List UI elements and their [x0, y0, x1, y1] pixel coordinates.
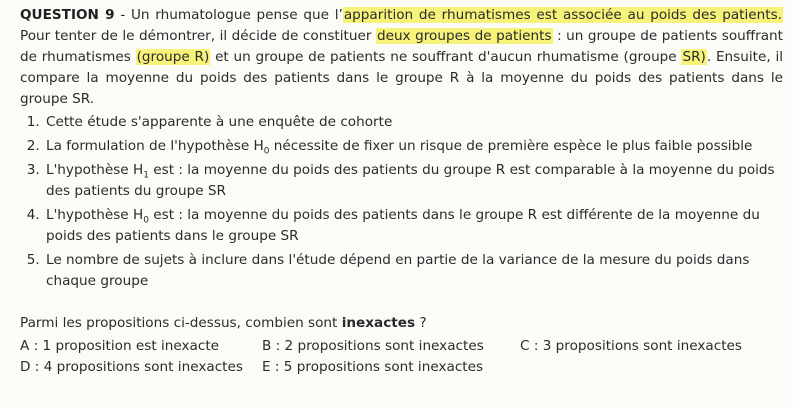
- proposition-3-subscript: 1: [143, 170, 149, 181]
- proposition-2-part-b: nécessite de fixer un risque de première espèce le plus faible possible: [269, 138, 753, 154]
- answer-a: A : 1 proposition est inexacte: [20, 338, 220, 354]
- proposition-4-part-b: est : la moyenne du poids des patients dans le groupe R est différente de la moyenne du poids des patients dans le groupe SR: [46, 207, 760, 244]
- answer-e: E : 5 propositions sont inexactes: [262, 359, 484, 375]
- proposition-2-text: [46, 136, 783, 157]
- proposition-2-part-a: La formulation de l'hypothèse H: [46, 138, 264, 154]
- prompt-bold: inexactes: [341, 315, 416, 331]
- proposition-5-text: 5. Le nombre de sujets à inclure dans l'étude dépend en partie de la variance de la mesure du poids dans chaque groupe: [46, 252, 750, 289]
- answer-prompt: [20, 313, 783, 334]
- proposition-2-subscript: 0: [263, 146, 270, 157]
- stem-text-1: Un rhumatologue pense que l’: [130, 7, 343, 23]
- stem-text-2: Pour tenter de le démontrer, il décide de constituer: [20, 28, 376, 44]
- proposition-3-part-a: L'hypothèse H: [46, 162, 144, 178]
- proposition-1: [44, 112, 783, 133]
- answer-b: B : 2 propositions sont inexactes: [262, 338, 484, 354]
- stem-text-4: et un groupe de patients ne souffrant d'aucun rhumatisme (groupe: [210, 49, 682, 65]
- answer-d: D : 4 propositions sont inexactes: [20, 359, 243, 375]
- proposition-4-part-a: L'hypothèse H: [46, 207, 144, 223]
- proposition-4-text: [46, 205, 783, 247]
- highlight-group-sr: SR): [682, 49, 706, 65]
- proposition-3-part-b: est : la moyenne du poids des patients du groupe R est comparable à la moyenne du poids des patients du groupe SR: [46, 162, 775, 199]
- answer-row-1: [20, 336, 783, 357]
- proposition-3: [44, 160, 783, 202]
- stem-text-3: : un groupe de patients souffrant de rhumatismes: [20, 28, 783, 65]
- highlight-association: apparition de rhumatismes est associée au poids des patients.: [343, 7, 782, 23]
- proposition-5: [44, 250, 783, 292]
- propositions-list: [20, 112, 783, 292]
- stem-text-5: . Ensuite, il compare la moyenne du poids des patients dans le groupe R à la moyenne du poids des patients dans le groupe SR.: [20, 49, 783, 107]
- prompt-text: Parmi les propositions ci-dessus, combien sont: [20, 315, 342, 331]
- proposition-1-text: 1. Cette étude s'apparente à une enquête de cohorte: [46, 114, 393, 130]
- question-stem: [20, 5, 783, 110]
- prompt-end: ?: [415, 315, 427, 331]
- proposition-2: [44, 136, 783, 157]
- highlight-group-r: (groupe R): [136, 49, 210, 65]
- question-label: QUESTION 9: [20, 7, 115, 23]
- proposition-3-text: [46, 160, 783, 202]
- proposition-4: [44, 205, 783, 247]
- answer-c: C : 3 propositions sont inexactes: [520, 338, 742, 354]
- question-label-sep: -: [114, 7, 131, 23]
- proposition-4-subscript: 0: [143, 215, 149, 226]
- answer-row-2: [20, 357, 783, 378]
- highlight-two-groups: deux groupes de patients: [376, 28, 552, 44]
- answer-choices: [20, 336, 783, 378]
